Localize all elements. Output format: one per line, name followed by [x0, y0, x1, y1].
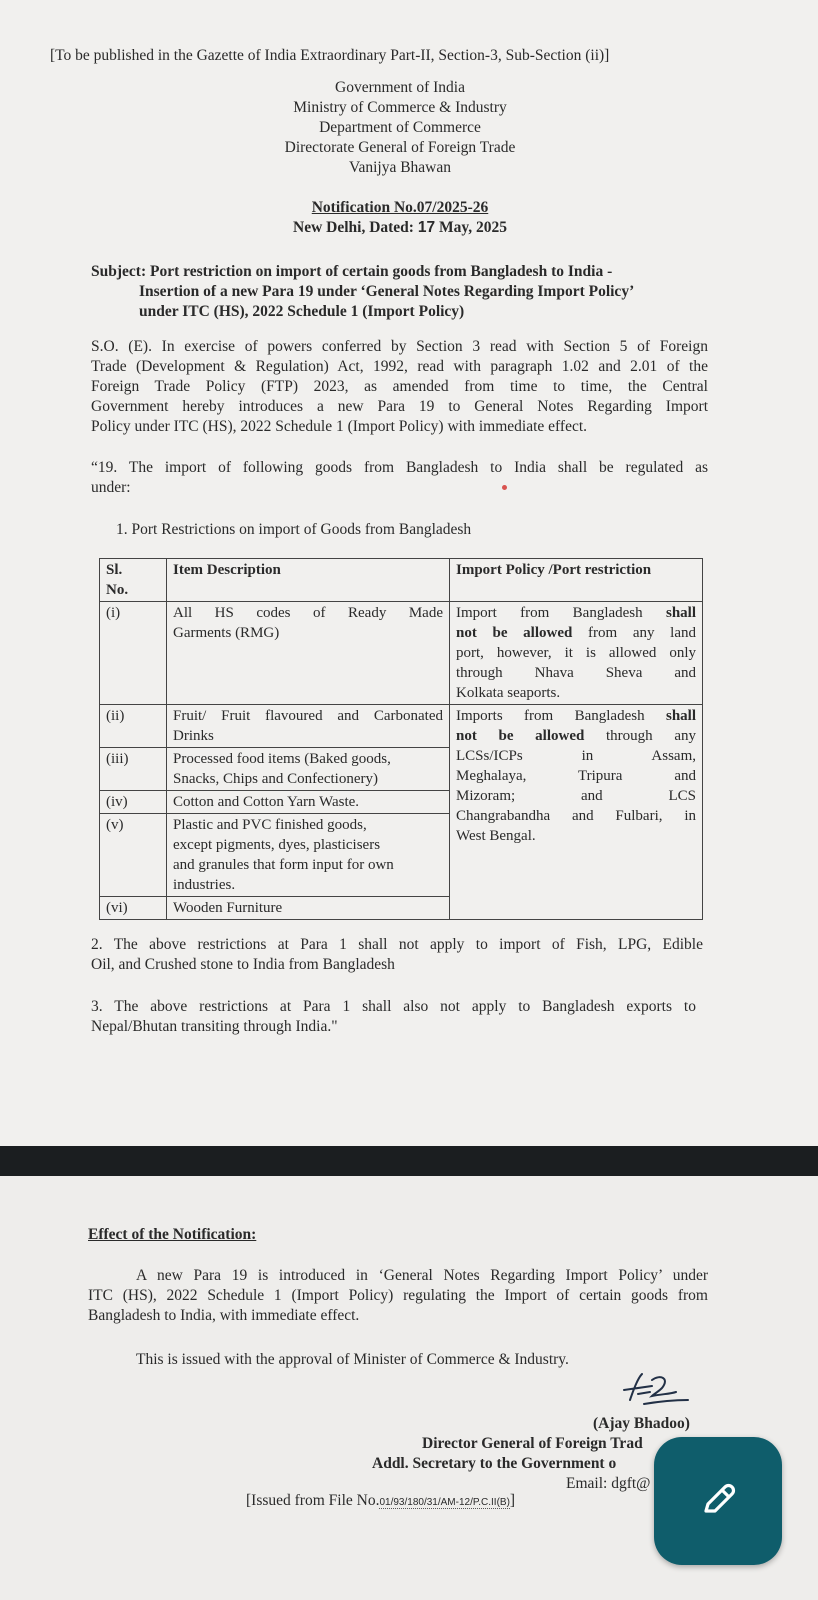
para3-line: Nepal/Bhutan transiting through India."	[91, 1018, 338, 1035]
header-import-policy: Import Policy /Port restriction	[450, 559, 703, 602]
policy-line: Kolkata seaports.	[456, 685, 561, 701]
policy-line: West Bengal.	[456, 828, 536, 844]
para19-line: under:	[91, 479, 131, 496]
para2-line: Oil, and Crushed stone to India from Bangladesh	[91, 956, 395, 973]
date-day: 17	[417, 219, 436, 236]
notification-number: Notification No.07/2025-26	[311, 199, 489, 216]
header-line: Government of India	[335, 79, 465, 96]
policy-line	[456, 726, 696, 746]
row-sl: (i)	[100, 602, 167, 705]
file-number: 01/93/180/31/AM-12/P.C.II(B)	[379, 1497, 510, 1508]
para19-intro	[91, 458, 708, 498]
so-paragraph	[91, 337, 708, 437]
row-sl: (ii)	[100, 705, 167, 748]
handwritten-signature	[616, 1370, 696, 1416]
desc-line: industries.	[173, 877, 236, 893]
desc-line: Garments (RMG)	[173, 625, 280, 641]
header-no: No.	[106, 582, 129, 598]
signatory-title-2: Addl. Secretary to the Government o	[372, 1455, 617, 1472]
policy-cell-1	[450, 602, 703, 705]
row-sl: (vi)	[100, 897, 167, 920]
row-description	[167, 602, 450, 705]
desc-line: All HS codes of Ready Made	[173, 605, 443, 621]
policy-line: port, however, it is allowed only	[456, 645, 696, 661]
effect-line: ITC (HS), 2022 Schedule 1 (Import Policy) regulating the Import of certain goods from	[88, 1287, 708, 1304]
row-sl: (iii)	[100, 748, 167, 791]
so-line: Policy under ITC (HS), 2022 Schedule 1 (Import Policy) with immediate effect.	[91, 418, 588, 435]
para-3	[91, 997, 696, 1037]
email-line: Email: dgft@	[566, 1475, 651, 1492]
signatory-name: (Ajay Bhadoo)	[593, 1415, 690, 1432]
effect-paragraph	[88, 1266, 708, 1326]
file-prefix: [Issued from File No.	[246, 1492, 380, 1509]
subject-line: Insertion of a new Para 19 under ‘General Notes Regarding Import Policy’	[139, 283, 635, 300]
policy-text: Imports from Bangladesh	[456, 708, 666, 724]
policy-line: LCSs/ICPs in Assam,	[456, 748, 696, 764]
header-line: Department of Commerce	[319, 119, 481, 136]
para3-line: 3. The above restrictions at Para 1 shall also not apply to Bangladesh exports to	[91, 998, 696, 1015]
policy-text: Import from Bangladesh	[456, 605, 666, 621]
list-item-1: 1. Port Restrictions on import of Goods from Bangladesh	[116, 521, 472, 538]
para19-line: “19. The import of following goods from Bangladesh to India shall be regulated as	[91, 459, 708, 476]
table-row	[100, 602, 703, 705]
desc-line: Processed food items (Baked goods,	[173, 751, 391, 767]
edit-fab-button[interactable]	[654, 1437, 782, 1565]
effect-line: A new Para 19 is introduced in ‘General Notes Regarding Import Policy’ under	[136, 1267, 708, 1284]
row-description	[167, 814, 450, 897]
pencil-icon	[698, 1479, 738, 1524]
port-restriction-table	[99, 558, 703, 920]
policy-line: Changrabandha and Fulbari, in	[456, 808, 696, 824]
policy-bold: not be allowed	[456, 625, 573, 641]
notification-date	[200, 218, 600, 238]
row-description	[167, 705, 450, 748]
subject-block	[91, 262, 711, 322]
policy-line	[456, 623, 696, 643]
header-sl: Sl.	[106, 562, 123, 578]
row-description: Cotton and Cotton Yarn Waste.	[167, 791, 450, 814]
policy-text: through any	[584, 728, 696, 744]
signatory-title: Director General of Foreign Trad	[422, 1435, 643, 1452]
desc-line: Plastic and PVC finished goods,	[173, 817, 367, 833]
row-description: Wooden Furniture	[167, 897, 450, 920]
desc-line: except pigments, dyes, plasticisers	[173, 837, 381, 853]
header-line: Directorate General of Foreign Trade	[284, 139, 516, 156]
row-description	[167, 748, 450, 791]
para2-line: 2. The above restrictions at Para 1 shall not apply to import of Fish, LPG, Edible	[91, 936, 703, 953]
notification-heading	[200, 198, 600, 238]
subject-line: Subject: Port restriction on import of certain goods from Bangladesh to India -	[91, 263, 613, 280]
policy-cell-2	[450, 705, 703, 920]
table-row	[100, 705, 703, 748]
so-line: Foreign Trade Policy (FTP) 2023, as amended from time to time, the Central	[91, 378, 708, 395]
red-mark-dot	[502, 485, 507, 490]
effect-heading: Effect of the Notification:	[88, 1226, 257, 1243]
header-line: Vanijya Bhawan	[348, 159, 451, 176]
policy-bold: shall	[665, 605, 696, 621]
so-line: Government hereby introduces a new Para 19 to General Notes Regarding Import	[91, 398, 708, 415]
header-sl-no	[100, 559, 167, 602]
file-suffix: ]	[509, 1492, 516, 1509]
desc-line: Fruit/ Fruit flavoured and Carbonated	[173, 708, 443, 724]
policy-line: Mizoram; and LCS	[456, 788, 696, 804]
row-sl: (v)	[100, 814, 167, 897]
desc-line: Snacks, Chips and Confectionery)	[173, 771, 378, 787]
policy-bold: shall	[665, 708, 696, 724]
policy-line	[456, 603, 696, 623]
header-line: Ministry of Commerce & Industry	[293, 99, 507, 116]
ministry-header	[200, 78, 600, 178]
table-header-row	[100, 559, 703, 602]
desc-line: Drinks	[173, 728, 214, 744]
policy-bold: not be allowed	[456, 728, 585, 744]
date-rest: May, 2025	[435, 219, 507, 236]
date-prefix: New Delhi, Dated:	[293, 219, 418, 236]
effect-line: Bangladesh to India, with immediate effect.	[88, 1307, 360, 1324]
so-line: S.O. (E). In exercise of powers conferred by Section 3 read with Section 5 of Foreign	[91, 338, 708, 355]
policy-line: Meghalaya, Tripura and	[456, 768, 696, 784]
gazette-line: [To be published in the Gazette of India Extraordinary Part-II, Section-3, Sub-Section (ii)]	[50, 47, 610, 64]
policy-line: through Nhava Sheva and	[456, 665, 696, 681]
so-line: Trade (Development & Regulation) Act, 1992, read with paragraph 1.02 and 2.01 of the	[91, 358, 708, 375]
row-sl: (iv)	[100, 791, 167, 814]
para-2	[91, 935, 703, 975]
header-item-description: Item Description	[167, 559, 450, 602]
file-number-line	[246, 1491, 515, 1513]
desc-line: and granules that form input for own	[173, 857, 394, 873]
page-separator	[0, 1146, 818, 1176]
approval-line: This is issued with the approval of Minister of Commerce & Industry.	[136, 1351, 569, 1368]
subject-line: under ITC (HS), 2022 Schedule 1 (Import Policy)	[139, 303, 465, 320]
policy-line	[456, 706, 696, 726]
policy-text: from any land	[572, 625, 696, 641]
